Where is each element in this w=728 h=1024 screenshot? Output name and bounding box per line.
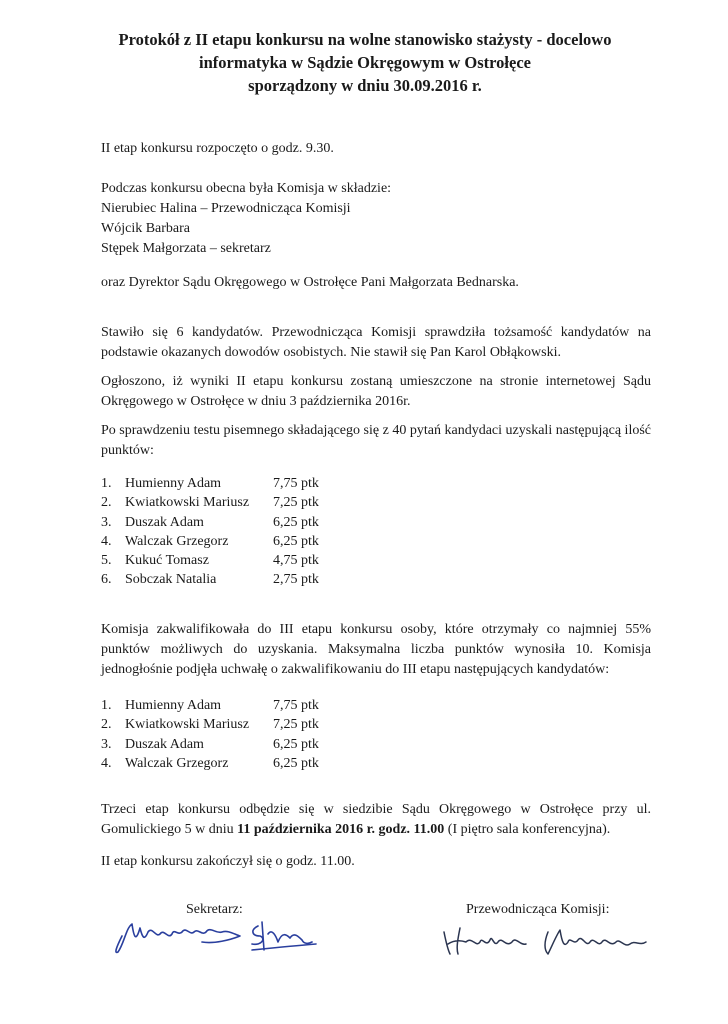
candidate-score: 4,75 ptk [273, 553, 319, 569]
candidate-score: 6,25 ptk [273, 514, 319, 530]
candidate-name: Kwiatkowski Mariusz [125, 717, 250, 733]
results-list [101, 474, 319, 590]
row-number: 3. [101, 736, 112, 752]
title-line-1: Protokół z II etapu konkursu na wolne stanowisko stażysty - docelowo [118, 30, 612, 49]
start-time-paragraph: II etap konkursu rozpoczęto o godz. 9.30. [101, 141, 334, 156]
candidate-score: 7,75 ptk [273, 476, 319, 491]
commission-intro: Podczas konkursu obecna była Komisja w składzie: [101, 181, 392, 196]
qualified-list [101, 696, 319, 773]
candidate-name: Kwiatkowski Mariusz [125, 495, 250, 511]
third-stage-place: (I piętro sala konferencyjna). [444, 822, 611, 837]
test-paragraph: Po sprawdzeniu testu pisemnego składającego się z 40 pytań kandydaci uzyskali następującą ilość punktów: [101, 423, 651, 458]
chair-label: Przewodnicząca Komisji: [466, 902, 610, 917]
row-number: 3. [101, 514, 112, 530]
candidate-name: Duszak Adam [125, 514, 204, 530]
row-number: 2. [101, 495, 112, 511]
title-line-2: informatyka w Sądzie Okręgowym w Ostrołęce [199, 53, 531, 72]
candidate-name: Humienny Adam [125, 476, 222, 491]
qualified-row [101, 696, 319, 715]
candidate-score: 6,25 ptk [273, 755, 319, 771]
row-number: 2. [101, 717, 112, 733]
secretary-signature [112, 914, 322, 958]
candidate-score: 7,25 ptk [273, 717, 319, 733]
chair-signature [436, 918, 656, 962]
announcement-paragraph: Ogłoszono, iż wyniki II etapu konkursu zostaną umieszczone na stronie internetowej Sądu Okręgowego w Ostrołęce w dniu 3 października 2016r. [101, 374, 651, 409]
results-row [101, 532, 319, 551]
commission-member: Wójcik Barbara [101, 221, 191, 236]
candidate-name: Kukuć Tomasz [125, 553, 209, 569]
candidate-score: 7,25 ptk [273, 495, 319, 511]
title-line-3: sporządzony w dniu 30.09.2016 r. [248, 76, 482, 95]
row-number: 6. [101, 572, 112, 588]
candidate-score: 6,25 ptk [273, 736, 319, 752]
row-number: 5. [101, 553, 112, 569]
candidate-score: 6,25 ptk [273, 533, 319, 549]
row-number: 4. [101, 755, 112, 771]
qualified-row [101, 735, 319, 754]
candidate-name: Sobczak Natalia [125, 572, 217, 588]
document-title [60, 28, 670, 97]
director-paragraph: oraz Dyrektor Sądu Okręgowego w Ostrołęce Pani Małgorzata Bednarska. [101, 275, 519, 290]
commission-paragraph [101, 179, 651, 259]
commission-member: Nierubiec Halina – Przewodnicząca Komisji [101, 201, 351, 216]
results-row [101, 551, 319, 570]
commission-member: Stępek Małgorzata – sekretarz [101, 241, 271, 256]
third-stage-text: Trzeci etap konkursu odbędzie się w siedzibie Sądu Okręgowego w Ostrołęce przy ul. Gomulickiego 5 w dniu [101, 802, 651, 837]
results-row [101, 513, 319, 532]
candidate-name: Humienny Adam [125, 698, 222, 713]
row-number: 4. [101, 533, 112, 549]
qualified-row [101, 754, 319, 773]
attendance-paragraph: Stawiło się 6 kandydatów. Przewodnicząca Komisji sprawdziła tożsamość kandydatów na podstawie okazanych dowodów osobistych. Nie stawił się Pan Karol Obłąkowski. [101, 325, 651, 360]
results-row [101, 474, 319, 493]
candidate-score: 7,75 ptk [273, 698, 319, 713]
candidate-name: Walczak Grzegorz [125, 755, 229, 771]
row-number: 1. [101, 476, 112, 491]
candidate-score: 2,75 ptk [273, 572, 319, 588]
candidate-name: Duszak Adam [125, 736, 204, 752]
row-number: 1. [101, 698, 112, 713]
results-row [101, 570, 319, 589]
results-row [101, 493, 319, 512]
third-stage-paragraph [101, 800, 651, 840]
end-time-paragraph: II etap konkursu zakończył się o godz. 11.00. [101, 854, 355, 869]
qualified-row [101, 715, 319, 734]
candidate-name: Walczak Grzegorz [125, 533, 229, 549]
third-stage-date: 11 października 2016 r. godz. 11.00 [237, 822, 445, 837]
secretary-label: Sekretarz: [186, 902, 243, 917]
qualification-paragraph: Komisja zakwalifikowała do III etapu konkursu osoby, które otrzymały co najmniej 55% punktów możliwych do uzyskania. Maksymalna liczba punktów wynosiła 10. Komisja jednogłośnie podjęła uchwałę o zakwalifikowaniu do III etapu następujących kandydatów: [101, 622, 651, 677]
